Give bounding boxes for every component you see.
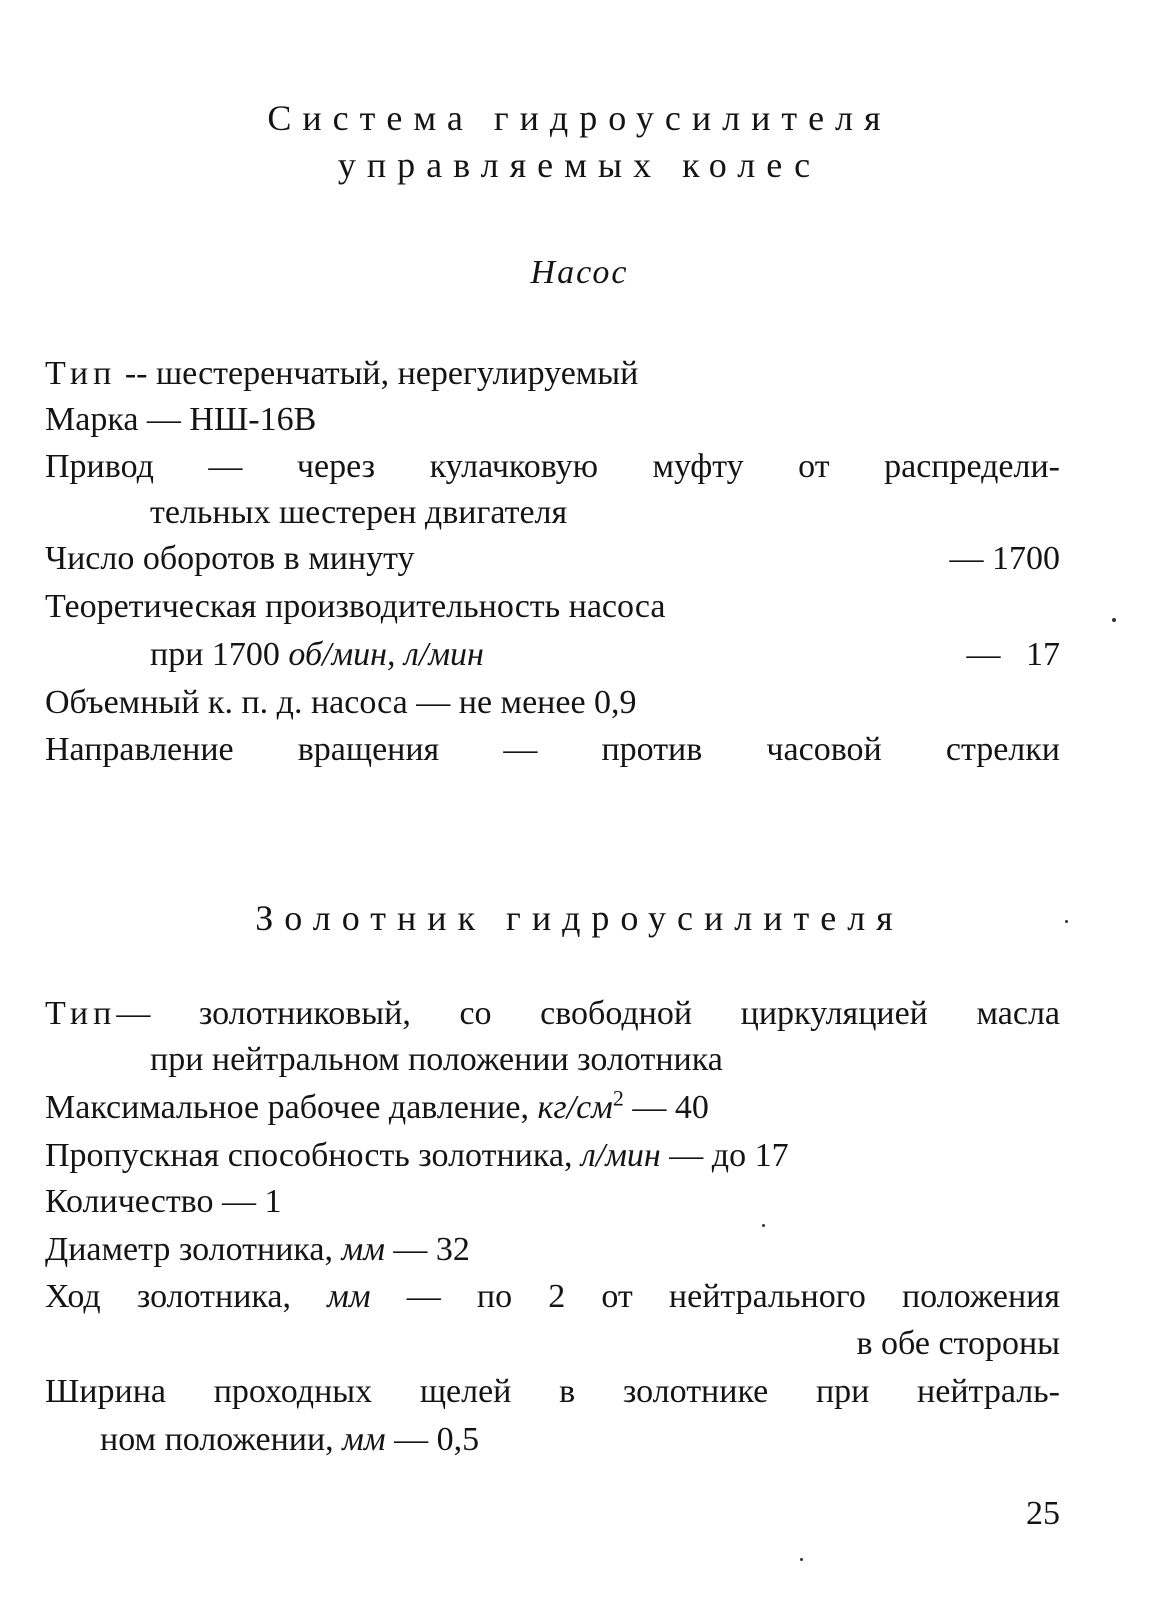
scan-speck xyxy=(1112,618,1116,622)
valve-stroke-line-2: в обе стороны xyxy=(856,1325,1060,1362)
pump-performance-value: — 17 xyxy=(966,636,1060,673)
pump-performance-plain: при 1700 xyxy=(150,636,289,673)
pump-drive-line-2: тельных шестерен двигателя xyxy=(150,494,568,531)
pump-type-value: -- шестеренчатый, нерегулируемый xyxy=(124,355,639,392)
scan-speck xyxy=(1065,920,1068,923)
valve-quantity-line: Количество — 1 xyxy=(45,1183,282,1220)
pump-performance-line-1: Теоретическая производительность насоса xyxy=(45,588,666,625)
valve-pressure-value: — 40 xyxy=(623,1089,709,1126)
valve-diameter-label: Диаметр золотника, xyxy=(45,1231,342,1268)
valve-stroke-line-1 xyxy=(45,1275,1060,1319)
section-title-line-1: Система гидроусилителя xyxy=(267,98,892,138)
valve-type-line-2: при нейтральном положении золотника xyxy=(150,1041,723,1078)
valve-capacity-label: Пропускная способность золотника, xyxy=(45,1137,581,1174)
scan-speck xyxy=(762,1224,765,1227)
valve-stroke-label: Ход золотника, xyxy=(45,1278,328,1315)
pump-rpm-label: Число оборотов в минуту xyxy=(45,540,415,577)
section-title-valve: Золотник гидроусилителя xyxy=(255,898,904,938)
valve-diameter-value: — 32 xyxy=(384,1231,470,1268)
valve-diameter-line xyxy=(45,1228,470,1272)
subsection-title-pump: Насос xyxy=(530,254,629,291)
valve-pressure-label: Максимальное рабочее давление, xyxy=(45,1089,538,1126)
pump-type-line xyxy=(45,352,638,396)
valve-slot-units: мм xyxy=(342,1421,386,1458)
page-number: 25 xyxy=(1026,1495,1060,1532)
scan-speck xyxy=(800,1558,803,1561)
valve-type-label: Тип xyxy=(45,995,117,1032)
valve-pressure-units: кг/см xyxy=(537,1089,613,1126)
valve-capacity-units: л/мин xyxy=(580,1137,661,1174)
valve-pressure-line xyxy=(45,1086,709,1130)
pump-efficiency-line: Объемный к. п. д. насоса — не менее 0,9 xyxy=(45,684,637,721)
pump-drive-line-1: Привод — через кулачковую муфту от распредели- xyxy=(45,448,1060,485)
valve-stroke-units: мм xyxy=(327,1278,371,1315)
valve-pressure-superscript: 2 xyxy=(612,1085,624,1111)
valve-stroke-value: — по 2 от нейтрального положения xyxy=(370,1278,1060,1315)
valve-slot-line-1: Ширина проходных щелей в золотнике при нейтраль- xyxy=(45,1373,1060,1410)
pump-rotation-line: Направление вращения — против часовой стрелки xyxy=(45,731,1060,768)
pump-rpm-value: — 1700 xyxy=(949,540,1060,577)
valve-slot-line-2 xyxy=(100,1418,479,1462)
valve-type-line-1 xyxy=(45,992,1060,1036)
valve-slot-value: — 0,5 xyxy=(385,1421,480,1458)
section-title-line-2: управляемых колес xyxy=(337,145,822,185)
valve-capacity-value: — до 17 xyxy=(660,1137,789,1174)
pump-performance-units: об/мин, л/мин xyxy=(288,636,484,673)
pump-type-label: Тип xyxy=(45,355,117,392)
valve-slot-label: ном положении, xyxy=(100,1421,343,1458)
valve-diameter-units: мм xyxy=(341,1231,385,1268)
pump-performance-line-2 xyxy=(150,633,484,677)
valve-type-value: — золотниковый, со свободной циркуляцией масла xyxy=(116,995,1060,1032)
pump-brand-line: Марка — НШ-16В xyxy=(45,401,317,438)
valve-capacity-line xyxy=(45,1134,789,1178)
